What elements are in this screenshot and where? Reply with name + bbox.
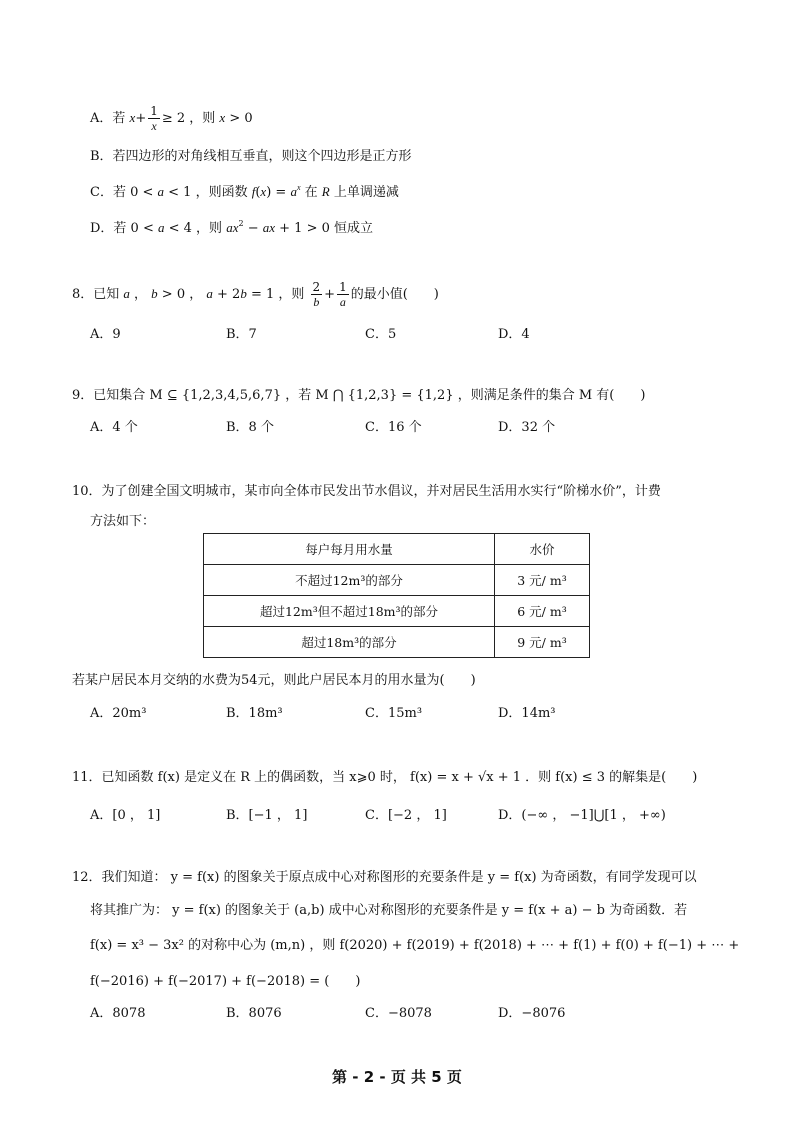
q12-option-c: C．−8078 bbox=[365, 1006, 432, 1021]
q10-option-a: A．20m³ bbox=[90, 706, 147, 721]
table-cell-usage: 不超过12m³的部分 bbox=[204, 565, 495, 596]
q12-line1: 12．我们知道： y = f(x) 的图象关于原点成中心对称图形的充要条件是 y = f(x) 为奇函数，有同学发现可以 bbox=[72, 870, 697, 885]
table-header-usage: 每户每月用水量 bbox=[204, 534, 495, 565]
q7-option-a-render: A．若 x+ $\frac{1}{x}$ ≥ 2 ，则 x > 0 bbox=[90, 104, 253, 133]
q12-line4: f(−2016) + f(−2017) + f(−2018) = ( ) bbox=[90, 974, 361, 989]
q10-option-c: C．15m³ bbox=[365, 706, 423, 721]
q7-option-a bbox=[90, 104, 253, 133]
table-cell-price: 6 元/ m³ bbox=[495, 596, 590, 627]
q7-option-b: B．若四边形的对角线相互垂直，则这个四边形是正方形 bbox=[90, 149, 412, 164]
q9-option-d: D．32 个 bbox=[498, 420, 556, 435]
water-price-table bbox=[203, 533, 590, 658]
q8-stem-render: 8．已知 a ， b > 0 ， a + 2b = 1 ，则 $\frac{2}{b}$ + $\frac{1}{a}$ 的最小值( ) bbox=[72, 280, 439, 309]
q10-stem-line1: 10．为了创建全国文明城市，某市向全体市民发出节水倡议，并对居民生活用水实行“阶梯水价”，计费 bbox=[72, 484, 661, 499]
q12-line2: 将其推广为： y = f(x) 的图象关于 (a,b) 成中心对称图形的充要条件是 y = f(x + a) − b 为奇函数．若 bbox=[90, 903, 688, 918]
q11-option-a: A．[0 ， 1] bbox=[90, 808, 161, 823]
q8-option-b: B．7 bbox=[226, 327, 257, 342]
table-row bbox=[204, 596, 590, 627]
q11-stem: 11．已知函数 f(x) 是定义在 R 上的偶函数，当 x⩾0 时， f(x) = x + √x + 1 ．则 f(x) ≤ 3 的解集是( ) bbox=[72, 770, 698, 785]
q11-option-b: B．[−1 ， 1] bbox=[226, 808, 308, 823]
table-row bbox=[204, 565, 590, 596]
table-cell-usage: 超过12m³但不超过18m³的部分 bbox=[204, 596, 495, 627]
q10-option-b: B．18m³ bbox=[226, 706, 283, 721]
table-row bbox=[204, 627, 590, 658]
q11-option-d: D．(−∞ ， −1]⋃[1 ， +∞) bbox=[498, 808, 666, 823]
q9-option-b: B．8 个 bbox=[226, 420, 274, 435]
q7-option-d bbox=[90, 217, 373, 236]
table-header-row bbox=[204, 534, 590, 565]
table-cell-price: 9 元/ m³ bbox=[495, 627, 590, 658]
q9-option-c: C．16 个 bbox=[365, 420, 422, 435]
q8-option-d: D．4 bbox=[498, 327, 530, 342]
q10-stem-line2: 方法如下： bbox=[90, 514, 156, 529]
q7-option-c bbox=[90, 181, 399, 200]
q7-option-c-render: C．若 0 < a < 1 ，则函数 $f(x) = a^x$ 在 R 上单调递减 bbox=[90, 183, 399, 200]
q7-option-d-render: D．若 0 < a < 4 ，则 $ax^2$ − ax + 1 > 0 恒成立 bbox=[90, 219, 374, 236]
q11-option-c: C．[−2 ， 1] bbox=[365, 808, 447, 823]
q12-option-d: D．−8076 bbox=[498, 1006, 566, 1021]
q9-stem: 9．已知集合 M ⊆ {1,2,3,4,5,6,7} ，若 M ⋂ {1,2,3} = {1,2} ，则满足条件的集合 M 有( ) bbox=[72, 388, 646, 403]
q8-option-c: C．5 bbox=[365, 327, 397, 342]
table-cell-price: 3 元/ m³ bbox=[495, 565, 590, 596]
q12-option-b: B．8076 bbox=[226, 1006, 282, 1021]
table-cell-usage: 超过18m³的部分 bbox=[204, 627, 495, 658]
q8-option-a: A．9 bbox=[90, 327, 121, 342]
q10-option-d: D．14m³ bbox=[498, 706, 556, 721]
q12-option-a: A．8078 bbox=[90, 1006, 146, 1021]
table-header-price: 水价 bbox=[495, 534, 590, 565]
q12-line3: f(x) = x³ − 3x² 的对称中心为 (m,n) ，则 f(2020) + f(2019) + f(2018) + ⋯ + f(1) + f(0) + f(−1) + ⋯ + bbox=[90, 938, 740, 953]
q8-stem bbox=[72, 280, 439, 309]
q10-question: 若某户居民本月交纳的水费为54元，则此户居民本月的用水量为( ) bbox=[72, 673, 476, 688]
q9-option-a: A．4 个 bbox=[90, 420, 138, 435]
page-footer: 第 - 2 - 页 共 5 页 bbox=[332, 1068, 462, 1086]
